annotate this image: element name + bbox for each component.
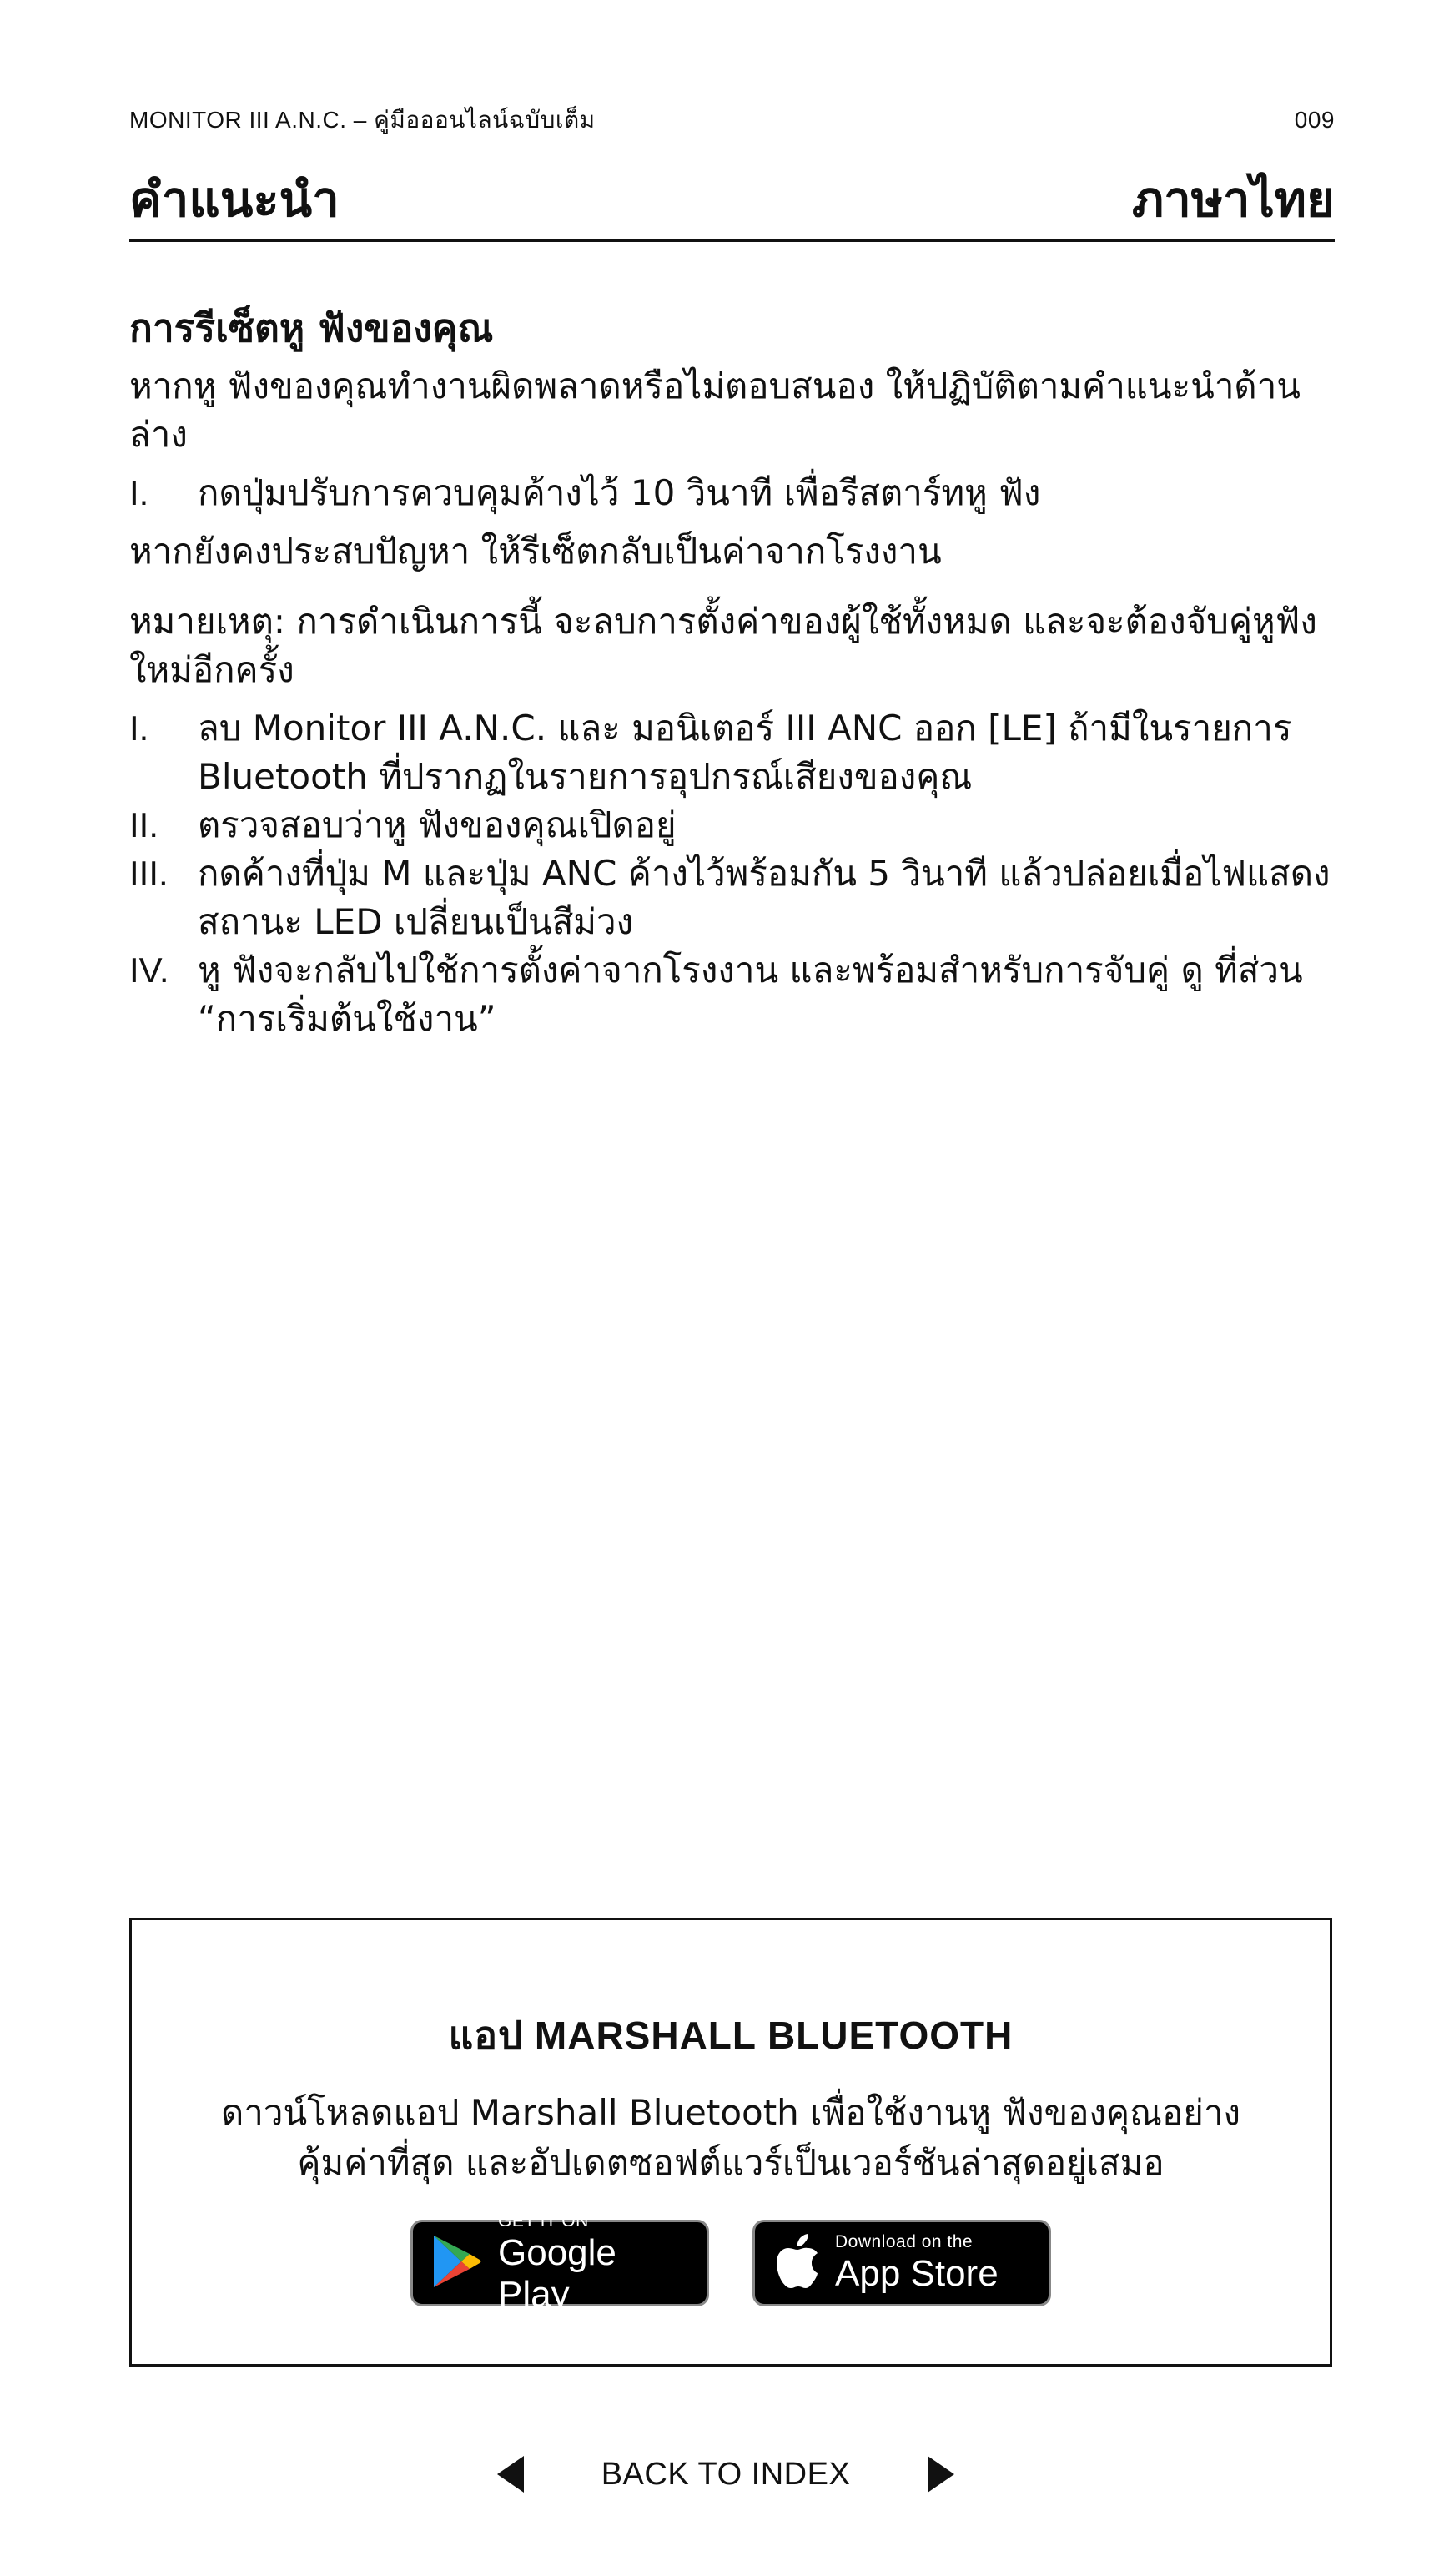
page-number: 009 [1294, 107, 1335, 133]
running-header [129, 103, 1335, 137]
factory-reset-line: หากยังคงประสบปัญหา ให้รีเซ็ตกลับเป็นค่าจากโรงงาน [129, 531, 942, 572]
arrow-right-icon[interactable] [923, 2453, 959, 2495]
step-text: ลบ Monitor III A.N.C. และ มอนิเตอร์ III ANC ออก [LE] ถ้ามีในรายการ Bluetooth ที่ปรากฏในรายการอุปกรณ์เสียงของคุณ [198, 708, 1292, 797]
app-title: แอป MARSHALL BLUETOOTH [448, 2014, 1014, 2057]
step-text: กดค้างที่ปุ่ม M และปุ่ม ANC ค้างไว้พร้อมกัน 5 วินาที แล้วปล่อยเมื่อไฟแสดงสถานะ LED เปลี่ยนเป็นสีม่วง [198, 853, 1331, 942]
app-description: ดาวน์โหลดแอป Marshall Bluetooth เพื่อใช้งานหู ฟังของคุณอย่างคุ้มค่าที่สุด และอัปเดตซอฟต์แวร์เป็นเวอร์ชันล่าสุดอยู่เสมอ [221, 2092, 1240, 2183]
step-number: II. [129, 805, 159, 844]
google-play-icon [431, 2233, 483, 2294]
google-play-small-label: GET IT ON [498, 2211, 589, 2231]
step-text: ตรวจสอบว่าหู ฟังของคุณเปิดอยู่ [198, 804, 677, 845]
arrow-left-icon[interactable] [492, 2453, 529, 2495]
page-navigation [492, 2445, 959, 2503]
step-text: กดปุ่มปรับการควบคุมค้างไว้ 10 วินาที เพื่อรีสตาร์ทหู ฟัง [198, 472, 1041, 513]
section-header [129, 159, 1335, 242]
app-store-label: App Store [835, 2253, 999, 2294]
step-number: I. [129, 708, 149, 748]
step-number: IV. [129, 950, 169, 990]
language-label: ภาษาไทย [1132, 170, 1335, 228]
apple-icon [773, 2234, 820, 2293]
list-item [129, 946, 1335, 1043]
app-store-button[interactable] [752, 2220, 1051, 2306]
reset-section [129, 302, 1335, 1053]
back-to-index-link[interactable]: BACK TO INDEX [601, 2456, 851, 2492]
app-store-small-label: Download on the [835, 2232, 974, 2251]
reset-note: หมายเหตุ: การดำเนินการนี้ จะลบการตั้งค่าของผู้ใช้ทั้งหมด และจะต้องจับคู่หูฟังใหม่อีกครั้ง [129, 601, 1317, 690]
step-text: หู ฟังจะกลับไปใช้การตั้งค่าจากโรงงาน และพร้อมสำหรับการจับคู่ ดู ที่ส่วน “การเริ่มต้นใช้งาน” [198, 950, 1303, 1039]
store-badges [132, 2211, 1330, 2315]
restart-steps [129, 469, 1335, 517]
list-item [129, 801, 1335, 849]
list-item [129, 704, 1335, 801]
section-title: คำแนะนำ [129, 170, 340, 228]
list-item [129, 849, 1335, 946]
google-play-button[interactable] [410, 2211, 709, 2315]
list-item [129, 469, 1335, 517]
doc-title: MONITOR III A.N.C. – คู่มือออนไลน์ฉบับเต็ม [129, 107, 596, 133]
step-number: I. [129, 473, 149, 512]
app-promo-box [129, 1918, 1332, 2367]
step-number: III. [129, 854, 169, 893]
reset-heading: การรีเซ็ตหู ฟังของคุณ [129, 305, 494, 350]
google-play-label: Google Play [498, 2232, 616, 2315]
factory-steps [129, 704, 1335, 1043]
reset-intro: หากหู ฟังของคุณทำงานผิดพลาดหรือไม่ตอบสนอง ให้ปฏิบัติตามคำแนะนำด้านล่าง [129, 365, 1301, 455]
